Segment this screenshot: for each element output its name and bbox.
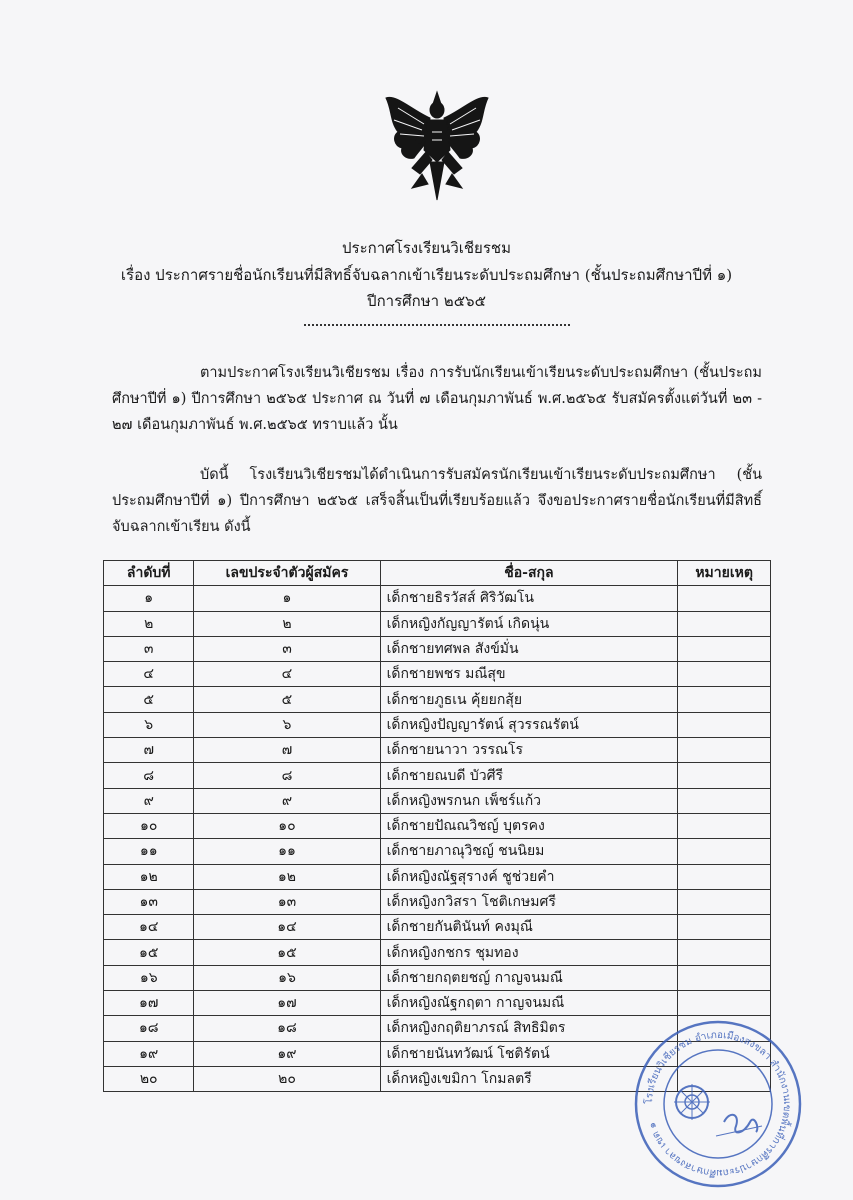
table-row [104, 586, 771, 611]
row-seq-cell: ๑๑ [104, 839, 194, 864]
row-seq-cell: ๑๕ [104, 940, 194, 965]
row-remark-cell [678, 965, 771, 990]
table-row [104, 864, 771, 889]
table-row [104, 915, 771, 940]
row-remark-cell [678, 636, 771, 661]
row-seq-cell: ๗ [104, 738, 194, 763]
divider [304, 324, 570, 326]
row-name-cell: เด็กชายธิรวัสส์ ศิริวัฒโน [380, 586, 678, 611]
row-name-cell: เด็กหญิงกฤติยาภรณ์ สิทธิมิตร [380, 1016, 678, 1041]
row-seq-cell: ๑๒ [104, 864, 194, 889]
row-applicant-no-cell: ๔ [194, 662, 380, 687]
student-roster-table [103, 560, 771, 1092]
row-seq-cell: ๑๗ [104, 991, 194, 1016]
row-name-cell: เด็กหญิงพรกนก เพ็ชร์แก้ว [380, 788, 678, 813]
row-name-cell: เด็กชายทศพล สังข์มั่น [380, 636, 678, 661]
table-row [104, 738, 771, 763]
academic-year: ปีการศึกษา ๒๕๖๕ [367, 292, 486, 310]
table-row [104, 813, 771, 838]
table-row [104, 889, 771, 914]
table-row [104, 636, 771, 661]
row-seq-cell: ๒๐ [104, 1066, 194, 1091]
row-seq-cell: ๑๐ [104, 813, 194, 838]
row-applicant-no-cell: ๑๓ [194, 889, 380, 914]
row-applicant-no-cell: ๗ [194, 738, 380, 763]
row-applicant-no-cell: ๑๖ [194, 965, 380, 990]
row-remark-cell [678, 738, 771, 763]
row-seq-cell: ๘ [104, 763, 194, 788]
row-remark-cell [678, 586, 771, 611]
table-header-row [104, 561, 771, 586]
row-name-cell: เด็กชายกฤตยชญ์ กาญจนมณี [380, 965, 678, 990]
row-name-cell: เด็กชายนาวา วรรณโร [380, 738, 678, 763]
row-name-cell: เด็กชายปัณณวิชญ์ บุตรคง [380, 813, 678, 838]
paragraph-announcement [112, 462, 762, 540]
row-applicant-no-cell: ๑ [194, 586, 380, 611]
school-seal-stamp [632, 1018, 804, 1190]
table-row [104, 940, 771, 965]
table-row [104, 788, 771, 813]
row-name-cell: เด็กหญิงกวิสรา โชติเกษมศรี [380, 889, 678, 914]
table-body [104, 586, 771, 1092]
row-name-cell: เด็กชายภูธเน คุ้ยยกสุ้ย [380, 687, 678, 712]
row-seq-cell: ๖ [104, 712, 194, 737]
svg-text:โรงเรียนวิเชียรชม อำเภอเมืองสง: โรงเรียนวิเชียรชม อำเภอเมืองสงขลา สำนักงานเขตพื้นที่การศึกษาประถมศึกษาสงขลา เขต ๑ [643, 1029, 793, 1179]
row-seq-cell: ๑ [104, 586, 194, 611]
row-applicant-no-cell: ๕ [194, 687, 380, 712]
row-remark-cell [678, 915, 771, 940]
row-remark-cell [678, 611, 771, 636]
row-name-cell: เด็กชายพชร มณีสุข [380, 662, 678, 687]
garuda-emblem-icon [382, 88, 492, 206]
paragraph-intro-text: ตามประกาศโรงเรียนวิเชียรชม เรื่อง การรับนักเรียนเข้าเรียนระดับประถมศึกษา (ชั้นประถมศึกษาปีที่ ๑) ปีการศึกษา ๒๕๖๕ ประกาศ ณ วันที่ ๗ เดือนกุมภาพันธ์ พ.ศ.๒๕๖๕ รับสมัครตั้งแต่วันที่ ๒๓ - ๒๗ เดือนกุมภาพันธ์ พ.ศ.๒๕๖๕ ทราบแล้ว นั้น [112, 365, 762, 433]
row-seq-cell: ๙ [104, 788, 194, 813]
row-seq-cell: ๒ [104, 611, 194, 636]
row-seq-cell: ๑๓ [104, 889, 194, 914]
table-row [104, 965, 771, 990]
paragraph-announcement-text: บัดนี้ โรงเรียนวิเชียรชมได้ดำเนินการรับสมัครนักเรียนเข้าเรียนระดับประถมศึกษา (ชั้นประถมศึกษาปีที่ ๑) ปีการศึกษา ๒๕๖๕ เสร็จสิ้นเป็นที่เรียบร้อยแล้ว จึงขอประกาศรายชื่อนักเรียนที่มีสิทธิ์จับฉลากเข้าเรียน ดังนี้ [112, 467, 762, 535]
row-applicant-no-cell: ๑๙ [194, 1041, 380, 1066]
row-applicant-no-cell: ๖ [194, 712, 380, 737]
row-seq-cell: ๕ [104, 687, 194, 712]
row-name-cell: เด็กชายนันทวัฒน์ โชติรัตน์ [380, 1041, 678, 1066]
row-remark-cell [678, 788, 771, 813]
row-seq-cell: ๑๙ [104, 1041, 194, 1066]
subject-line: เรื่อง ประกาศรายชื่อนักเรียนที่มีสิทธิ์จับฉลากเข้าเรียนระดับประถมศึกษา (ชั้นประถมศึกษาปีที่ ๑) [120, 266, 733, 284]
header-seq: ลำดับที่ [104, 561, 194, 586]
row-remark-cell [678, 687, 771, 712]
row-remark-cell [678, 991, 771, 1016]
row-remark-cell [678, 763, 771, 788]
row-remark-cell [678, 940, 771, 965]
row-applicant-no-cell: ๑๗ [194, 991, 380, 1016]
row-applicant-no-cell: ๑๒ [194, 864, 380, 889]
row-applicant-no-cell: ๑๑ [194, 839, 380, 864]
row-remark-cell [678, 662, 771, 687]
row-applicant-no-cell: ๑๘ [194, 1016, 380, 1041]
header-name: ชื่อ-สกุล [380, 561, 678, 586]
table-row [104, 712, 771, 737]
row-seq-cell: ๓ [104, 636, 194, 661]
row-applicant-no-cell: ๓ [194, 636, 380, 661]
header-applicant-no: เลขประจำตัวผู้สมัคร [194, 561, 380, 586]
row-name-cell: เด็กหญิงณัฐกฤตา กาญจนมณี [380, 991, 678, 1016]
table-row [104, 687, 771, 712]
row-name-cell: เด็กชายณบดี บัวศีรี [380, 763, 678, 788]
row-seq-cell: ๔ [104, 662, 194, 687]
table-row [104, 763, 771, 788]
row-name-cell: เด็กหญิงกชกร ชุมทอง [380, 940, 678, 965]
row-name-cell: เด็กหญิงปัญญารัตน์ สุวรรณรัตน์ [380, 712, 678, 737]
row-remark-cell [678, 864, 771, 889]
row-applicant-no-cell: ๑๕ [194, 940, 380, 965]
row-applicant-no-cell: ๑๐ [194, 813, 380, 838]
row-applicant-no-cell: ๒ [194, 611, 380, 636]
announcement-title: ประกาศโรงเรียนวิเชียรชม [342, 239, 511, 257]
row-name-cell: เด็กหญิงณัฐสุรางค์ ชูช่วยคำ [380, 864, 678, 889]
row-remark-cell [678, 813, 771, 838]
row-remark-cell [678, 889, 771, 914]
table-row [104, 611, 771, 636]
table-row [104, 839, 771, 864]
row-name-cell: เด็กหญิงเขมิกา โกมลตรี [380, 1066, 678, 1091]
row-applicant-no-cell: ๘ [194, 763, 380, 788]
row-remark-cell [678, 712, 771, 737]
row-remark-cell [678, 839, 771, 864]
row-applicant-no-cell: ๑๔ [194, 915, 380, 940]
table-row [104, 991, 771, 1016]
header-remark: หมายเหตุ [678, 561, 771, 586]
row-name-cell: เด็กชายกันตินันท์ คงมุณี [380, 915, 678, 940]
paragraph-intro [112, 360, 762, 438]
row-seq-cell: ๑๘ [104, 1016, 194, 1041]
row-name-cell: เด็กหญิงกัญญารัตน์ เกิดนุ่น [380, 611, 678, 636]
row-seq-cell: ๑๔ [104, 915, 194, 940]
row-applicant-no-cell: ๙ [194, 788, 380, 813]
row-applicant-no-cell: ๒๐ [194, 1066, 380, 1091]
row-seq-cell: ๑๖ [104, 965, 194, 990]
row-name-cell: เด็กชายภาณุวิชญ์ ชนนิยม [380, 839, 678, 864]
table-row [104, 662, 771, 687]
